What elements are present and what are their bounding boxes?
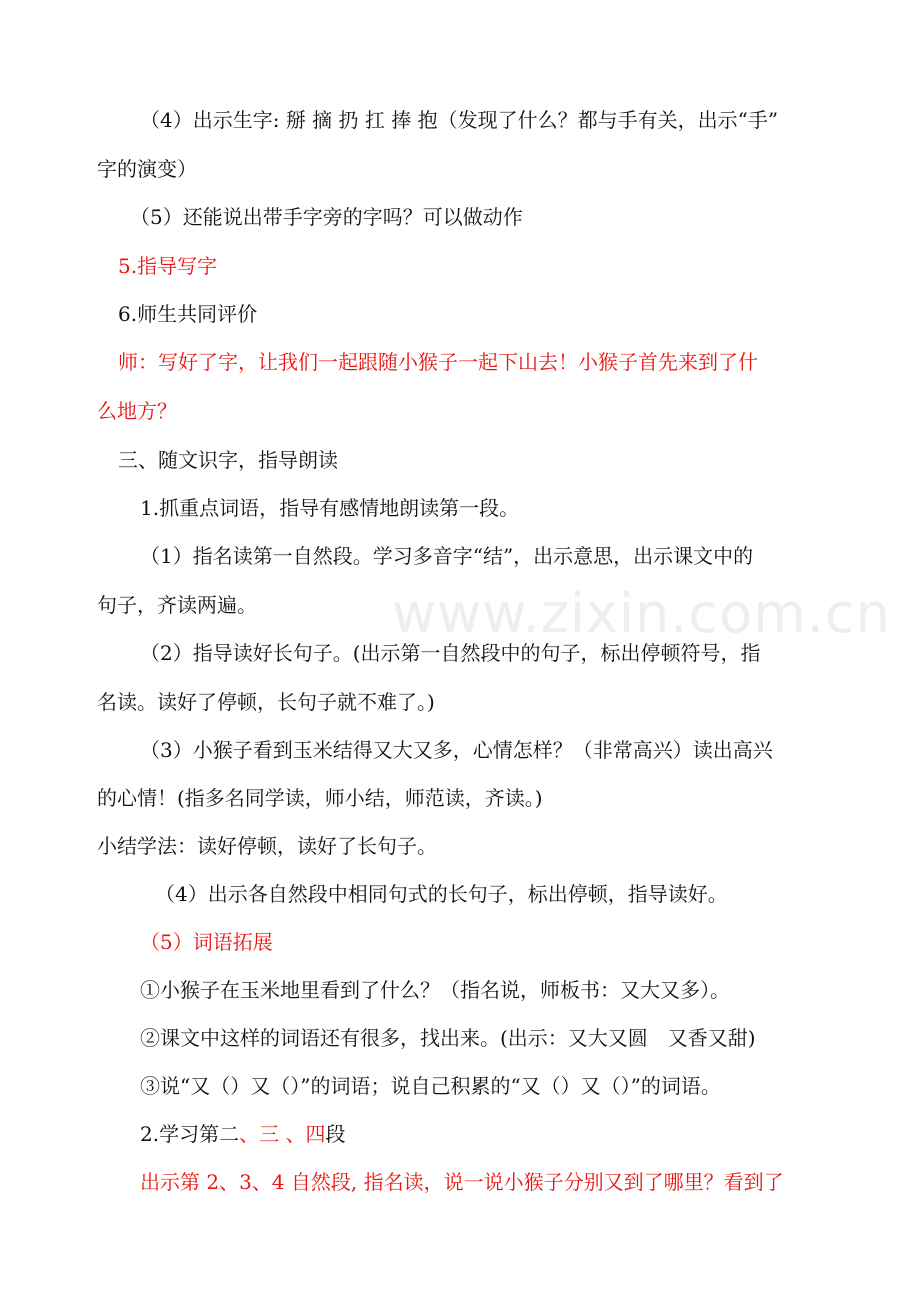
text-run: 2.学习第二: [140, 1122, 240, 1146]
text-line: 字的演变）: [97, 157, 197, 181]
text-line: ③说“又（）又（）”的词语；说自己积累的“又（）又（）”的词语。: [140, 1074, 721, 1098]
text-run: 段: [325, 1122, 346, 1146]
text-run: 、三 、四: [239, 1122, 326, 1146]
text-line: 么地方？: [97, 399, 177, 423]
text-line: （3）小猴子看到玉米结得又大又多，心情怎样？（非常高兴）读出高兴: [140, 738, 773, 762]
section-heading: [140, 1120, 345, 1148]
section-heading: 5.指导写字: [118, 254, 218, 278]
text-line: 出示第 2、3、4 自然段, 指名读，说一说小猴子分别又到了哪里？看到了: [140, 1170, 784, 1194]
text-line: ②课文中这样的词语还有很多，找出来。(出示：又大又圆 又香又甜): [140, 1026, 756, 1050]
text-line: （1）指名读第一自然段。学习多音字“结”，出示意思，出示课文中的: [140, 544, 754, 568]
text-line: （4）出示各自然段中相同句式的长句子，标出停顿，指导读好。: [155, 882, 728, 906]
watermark: www.zixin.com.cn: [392, 582, 891, 645]
text-line: 小结学法：读好停顿，读好了长句子。: [97, 834, 437, 858]
section-heading: 6.师生共同评价: [118, 302, 258, 326]
text-line: （2）指导读好长句子。(出示第一自然段中的句子，标出停顿符号，指: [140, 641, 761, 665]
text-line: ①小猴子在玉米地里看到了什么？（指名说，师板书：又大又多）。: [140, 978, 730, 1002]
text-line: （4）出示生字: 掰 摘 扔 扛 捧 抱（发现了什么？都与手有关，出示“手”: [140, 108, 779, 132]
text-line: 的心情！(指多名同学读，师小结，师范读，齐读。): [97, 786, 543, 810]
section-heading: （5）词语拓展: [140, 930, 273, 954]
text-line: 名读。读好了停顿，长句子就不难了。): [97, 690, 435, 714]
text-line: 师：写好了字，让我们一起跟随小猴子一起下山去！小猴子首先来到了什: [118, 350, 758, 374]
text-line: （5）还能说出带手字旁的字吗？可以做动作: [130, 205, 523, 229]
section-heading: 三、随文识字，指导朗读: [118, 448, 338, 472]
text-line: 1.抓重点词语，指导有感情地朗读第一段。: [140, 496, 520, 520]
text-line: 句子，齐读两遍。: [97, 593, 257, 617]
